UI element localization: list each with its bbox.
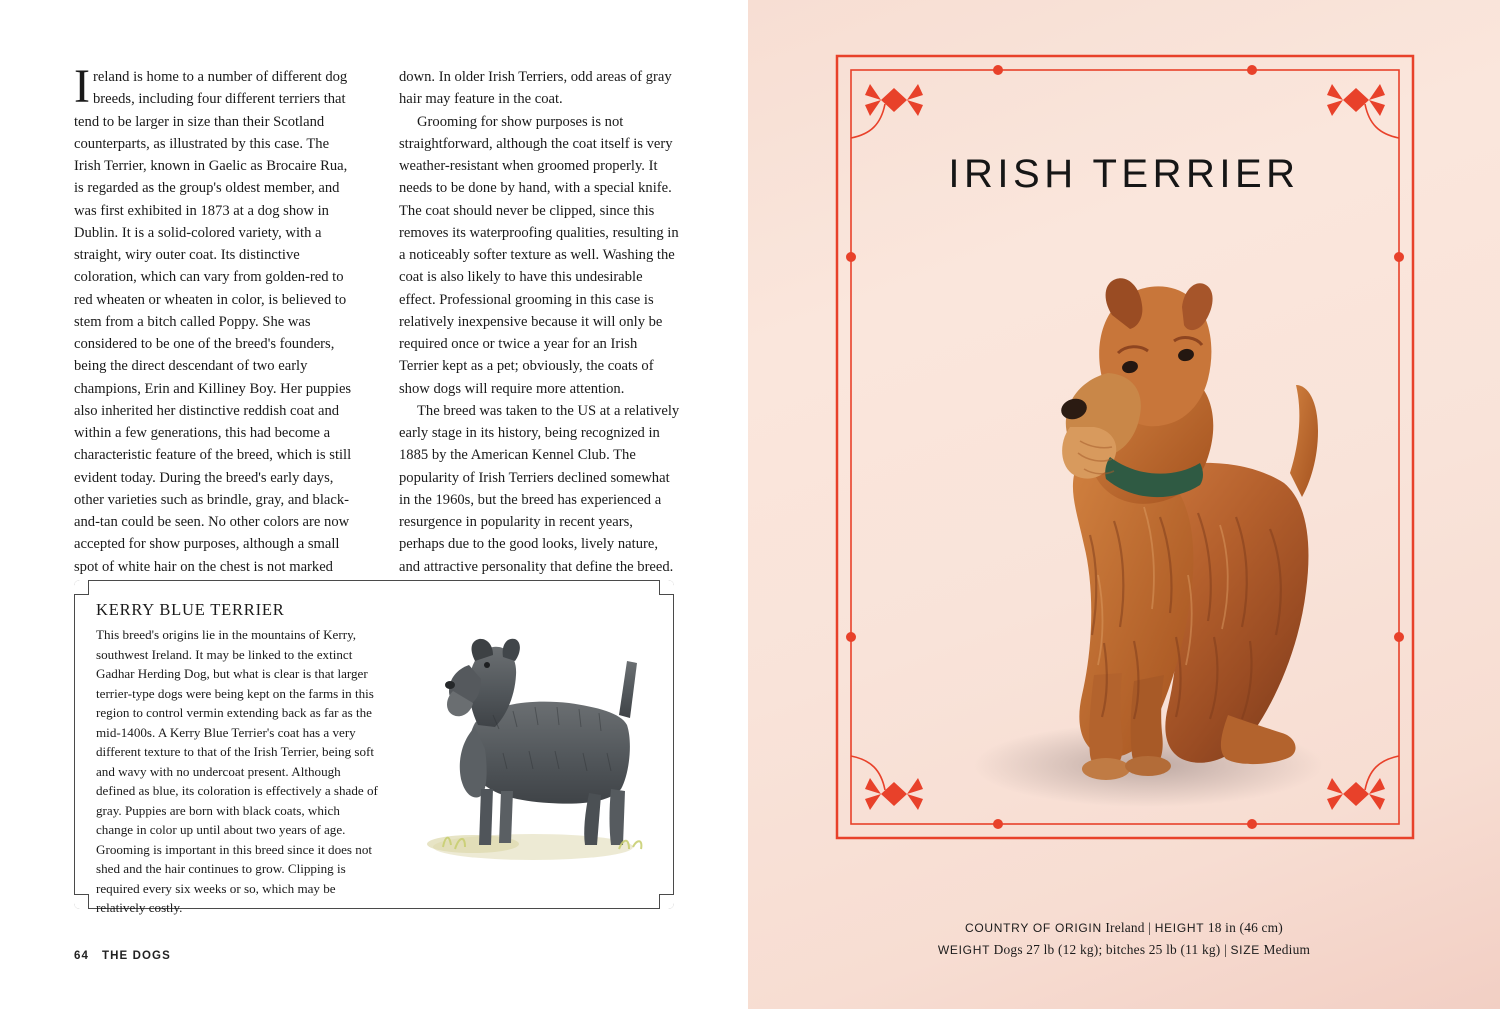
irish-terrier-illustration [898, 245, 1368, 820]
specs-line-2 [748, 939, 1500, 961]
page-footer [74, 950, 171, 962]
column-1 [74, 60, 355, 578]
corner-notch-bottom-right [659, 894, 674, 909]
spec-separator: | [1148, 919, 1152, 935]
text-columns [74, 60, 681, 578]
spec-label-size: SIZE [1230, 942, 1260, 957]
body-paragraph: down. In older Irish Terriers, odd areas of gray hair may feature in the coat. [399, 69, 672, 108]
right-page [748, 0, 1500, 1009]
corner-notch-top-left [74, 580, 89, 595]
spec-value-size: Medium [1263, 941, 1311, 957]
corner-notch-bottom-left [74, 894, 89, 909]
body-paragraph: Grooming for show purposes is not straightforward, although the coat itself is very weather-resistant when groomed properly. It needs to be done by hand, with a special knife. The coat should never be clipped, since this removes its waterproofing qualities, resulting in a noticeably softer texture as well. Washing the coat is also likely to have this undesirable effect. Professional grooming in this case is relatively inexpensive because it will only be required once or twice a year for an Irish Terrier kept as a pet; obviously, the coats of show dogs will require more attention. [399, 113, 679, 397]
corner-notch-top-right [659, 580, 674, 595]
breed-title: IRISH TERRIER [948, 152, 1300, 196]
section-label: THE DOGS [102, 950, 171, 962]
body-paragraph [74, 60, 355, 578]
specs-line-1 [748, 917, 1500, 939]
spec-separator: | [1224, 941, 1227, 957]
kerry-blue-terrier-illustration [383, 603, 659, 893]
sidebar-text-block [96, 600, 378, 918]
spec-value-weight: Dogs 27 lb (12 kg); bitches 25 lb (11 kg) [993, 941, 1221, 957]
spec-value-country-of-origin: Ireland [1105, 919, 1145, 935]
spec-label-weight: WEIGHT [937, 942, 991, 957]
body-paragraph: The breed was taken to the US at a relatively early stage in its history, being recognized in 1885 by the American Kennel Club. The popularity of Irish Terriers declined somewhat in the 1960s, but the breed has experienced a resurgence in popularity in recent years, perhaps due to the good looks, lively nature, and attractive personality that define the breed. [399, 402, 680, 575]
spec-label-height: HEIGHT [1154, 920, 1205, 935]
breed-specs [748, 917, 1500, 961]
paragraph-text: reland is home to a number of different dog breeds, including four different terriers that tend to be larger in size than their Scotland counterparts, as illustrated by this case. The Irish Terrier, known in Gaelic as Brocaire Rua, is regarded as the group's oldest member, and was first exhibited in 1873 at a dog show in Dublin. It is a solid-colored variety, with a straight, wiry outer coat. Its distinctive coloration, which can vary from golden-red to red wheaten or wheaten in color, is believed to stem from a bitch called Poppy. She was considered to be one of the breed's founders, being the direct descendant of two early champions, Erin and Killiney Boy. Her puppies also inherited her distinctive reddish coat and within a few generations, this had become a characteristic feature of the breed, which is still evident today. During the breed's early days, other varieties such as brindle, gray, and black-and-tan could be seen. No other colors are now accepted for show purposes, although a small spot of white hair on the chest is not marked [74, 69, 352, 575]
spec-value-height: 18 in (46 cm) [1207, 919, 1283, 935]
left-page [0, 0, 748, 1009]
sidebar-body: This breed's origins lie in the mountains of Kerry, southwest Ireland. It may be linked to the extinct Gadhar Herding Dog, but what is clear is that larger terrier-type dogs were being kept on the farms in this region to control vermin extending back as far as the mid-1400s. A Kerry Blue Terrier's coat has a very different texture to that of the Irish Terrier, being soft and wavy with no undercoat present. Although defined as blue, its coloration is effectively a shade of gray. Puppies are born with black coats, which change in color up until about two years of age. Grooming is important in this breed since it does not shed and the hair continues to grow. Clipping is required every six weeks or so, which may be relatively costly. [96, 627, 378, 915]
page-number: 64 [74, 950, 89, 962]
column-2 [399, 66, 680, 578]
drop-cap: I [74, 60, 90, 113]
kerry-blue-terrier-sidebar [74, 580, 674, 915]
spec-label-country-of-origin: COUNTRY OF ORIGIN [965, 920, 1102, 935]
sidebar-title: KERRY BLUE TERRIER [96, 600, 285, 619]
